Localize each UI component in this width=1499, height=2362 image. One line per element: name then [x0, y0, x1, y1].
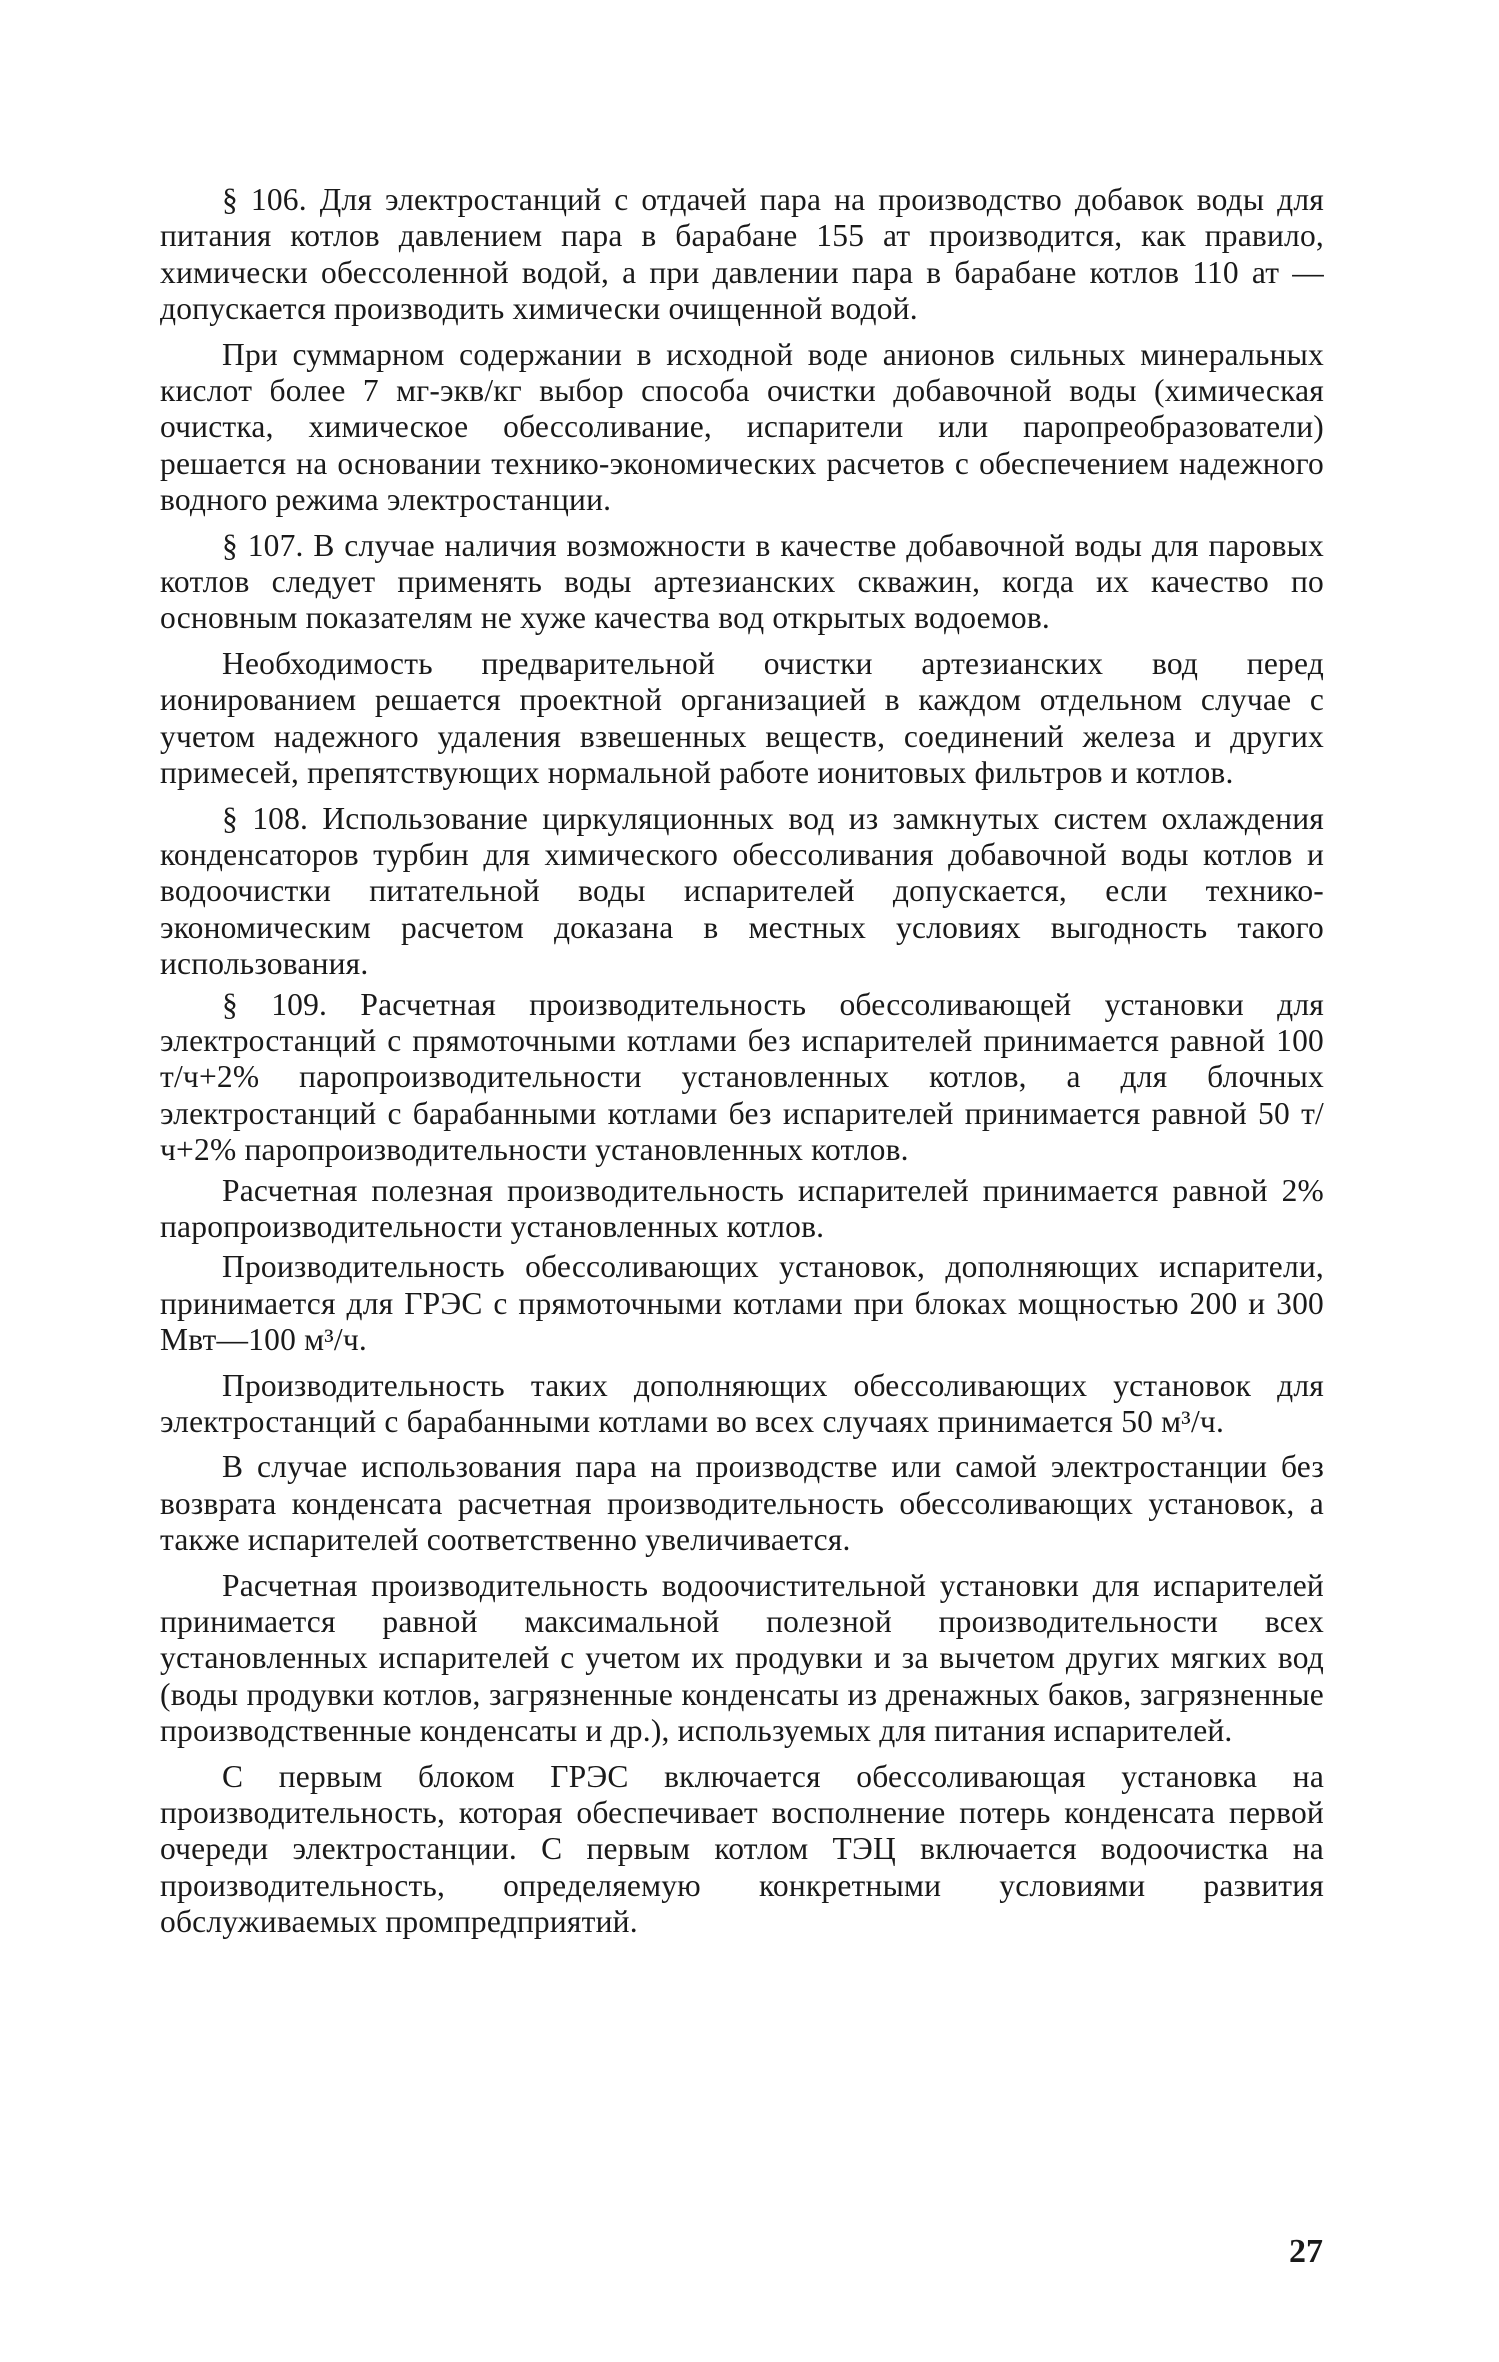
- paragraph-109: § 109. Расчетная производительность обессоливающей установки для электростанций с прямоточными котлами без испарителей принимается равной 100 т/ч+2% паропроизводительности установленных котлов, а для блочных электростанций с барабанными котлами без испарителей принимается равной 50 т/ч+2% паропроизводительности установленных котлов.: [160, 986, 1324, 1168]
- page-body: [160, 182, 1324, 1950]
- paragraph-109-drum-boilers: Производительность таких дополняющих обессоливающих установок для электростанций с барабанными котлами во всех случаях принимается 50 м³/ч.: [160, 1367, 1324, 1439]
- paragraph-106-anions: При суммарном содержании в исходной воде анионов сильных минеральных кислот более 7 мг-экв/кг выбор способа очистки добавочной воды (химическая очистка, химическое обессоливание, испарители или паропреобразователи) решается на основании технико-экономических расчетов с обеспечением надежного водного режима электростанции.: [160, 336, 1324, 518]
- paragraph-109-evaporator-water-treatment: Расчетная производительность водоочистительной установки для испарителей принимается равной максимальной полезной производительности всех установленных испарителей с учетом их продувки и за вычетом других мягких вод (воды продувки котлов, загрязненные конденсаты из дренажных баков, загрязненные производственные конденсаты и др.), используемых для питания испарителей.: [160, 1567, 1324, 1749]
- paragraph-107-pretreatment: Необходимость предварительной очистки артезианских вод перед ионированием решается проектной организацией в каждом отдельном случае с учетом надежного удаления взвешенных веществ, соединений железа и других примесей, препятствующих нормальной работе ионитовых фильтров и котлов.: [160, 645, 1324, 791]
- paragraph-109-evaporators: Расчетная полезная производительность испарителей принимается равной 2% паропроизводительности установленных котлов.: [160, 1172, 1324, 1244]
- paragraph-106: § 106. Для электростанций с отдачей пара на производство добавок воды для питания котлов давлением пара в барабане 155 ат производится, как правило, химически обессоленной водой, а при давлении пара в барабане котлов 110 ат — допускается производить химически очищенной водой.: [160, 182, 1324, 327]
- paragraph-108: § 108. Использование циркуляционных вод из замкнутых систем охлаждения конденсаторов турбин для химического обессоливания добавочной воды котлов и водоочистки питательной воды испарителей допускается, если технико-экономическим расчетом доказана в местных условиях выгодность такого использования.: [160, 800, 1324, 982]
- paragraph-109-grес-capacity: Производительность обессоливающих установок, дополняющих испарители, принимается для ГРЭС с прямоточными котлами при блоках мощностью 200 и 300 Мвт—100 м³/ч.: [160, 1249, 1324, 1358]
- paragraph-107: § 107. В случае наличия возможности в качестве добавочной воды для паровых котлов следует применять воды артезианских скважин, когда их качество по основным показателям не хуже качества вод открытых водоемов.: [160, 527, 1324, 636]
- page-number: 27: [1289, 2233, 1323, 2270]
- paragraph-109-no-condensate-return: В случае использования пара на производстве или самой электростанции без возврата конденсата расчетная производительность обессоливающих установок, а также испарителей соответственно увеличивается.: [160, 1449, 1324, 1558]
- paragraph-109-first-unit: С первым блоком ГРЭС включается обессоливающая установка на производительность, которая обеспечивает восполнение потерь конденсата первой очереди электростанции. С первым котлом ТЭЦ включается водоочистка на производительность, определяемую конкретными условиями развития обслуживаемых промпредприятий.: [160, 1758, 1324, 1940]
